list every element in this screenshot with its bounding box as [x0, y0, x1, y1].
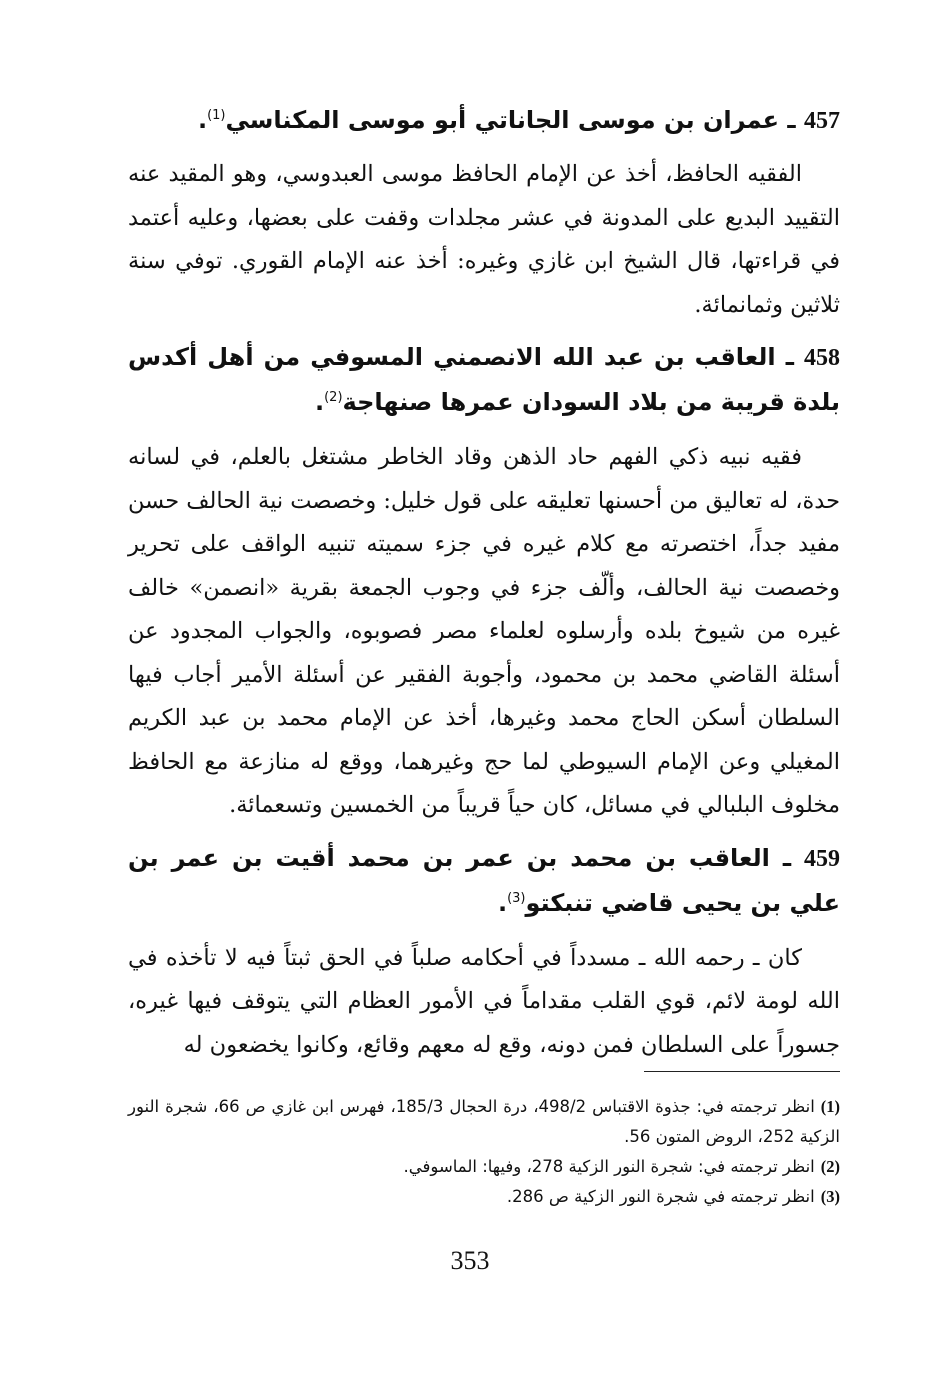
title-end: . [197, 106, 208, 134]
entry-title: ـ عمران بن موسى الجاناتي أبو موسى المكناسي [225, 106, 796, 134]
footnote-divider [644, 1071, 840, 1072]
footnote-item [128, 1152, 840, 1182]
entry-number: 459 [803, 845, 840, 872]
footnote-reference[interactable]: (1) [207, 108, 226, 123]
entry-number: 457 [804, 108, 840, 134]
footnote-reference[interactable]: (3) [507, 890, 526, 906]
entry-text-459: كان ـ رحمه الله ـ مسدداً في أحكامه صلباً في الحق ثبتاً فيه لا تأخذه في الله لومة لائم، قوي القلب مقداماً في الأمور العظام التي يتوقف فيها غيره، جسوراً على السلطان فمن دونه، وقع له معهم وقائع، وكانوا يخضعون له [128, 944, 840, 1058]
footnotes-section [128, 1092, 840, 1212]
title-end: . [497, 888, 508, 917]
entry-text-458: فقيه نبيه ذكي الفهم حاد الذهن وقاد الخاطر مشتغل بالعلم، في لسانه حدة، له تعاليق من أحسنها تعليقه على قول خليل: وخصصت نية الحالف حسن مفيد جداً، اختصرته مع كلام غيره في جزء سميته تنبيه الواقف على تحرير وخصصت نية الحالف، وألّف جزء في وجوب الجمعة بقرية «انصمن» خالف غيره من شيوخ بلده وأرسلوه لعلماء مصر فصوبوه، والجواب المجدود عن أسئلة القاضي محمد بن محمود، وأجوبة الفقير عن أسئلة الأمير أجاب فيها السلطان أسكن الحاج محمد وغيرها، أخذ عن الإمام محمد بن عبد الكريم المغيلي وعن الإمام السيوطي لما حج وغيرهما، ووقع له منازعة مع الحافظ مخلوف البلبالي في مسائل، كان حياً قريباً من الخمسين وتسعمائة. [128, 444, 841, 818]
page-body [128, 92, 840, 1067]
entry-heading-458 [128, 335, 840, 424]
footnote-text: انظر ترجمته في: شجرة النور الزكية 278، وفيها: الماسوفي. [403, 1157, 815, 1176]
entry-number: 458 [804, 345, 841, 371]
footnote-mark: (1) [820, 1097, 841, 1116]
footnote-item [128, 1182, 840, 1212]
entry-title: ـ العاقب بن محمد بن عمر بن محمد أقيت بن عمر بن علي بن يحيى قاضي تنبكتو [128, 843, 840, 917]
footnote-reference[interactable]: (2) [324, 390, 343, 405]
footnote-item [128, 1092, 840, 1152]
footnote-mark: (3) [820, 1187, 840, 1206]
entry-heading-457 [128, 98, 840, 143]
entry-heading-459 [128, 836, 840, 925]
footnote-text: انظر ترجمته في شجرة النور الزكية ص 286. [506, 1187, 815, 1206]
entry-title: ـ العاقب بن عبد الله الانصمني المسوفي من أهل أكدس بلدة قريبة من بلاد السودان عمرها صنهاجة [128, 343, 840, 416]
page-number: 353 [450, 1246, 490, 1275]
title-end: . [314, 388, 325, 416]
footnote-text: انظر ترجمته في: جذوة الاقتباس 498/2، درة الحجال 185/3، فهرس ابن غازي ص 66، شجرة النور الزكية 252، الروض المتون 56. [128, 1097, 840, 1146]
footnote-mark: (2) [820, 1157, 840, 1176]
entry-text-457: الفقيه الحافظ، أخذ عن الإمام الحافظ موسى العبدوسي، وهو المقيد عنه التقييد البديع على المدونة في عشر مجلدات وقفت على بعضها، وعليه أعتمد في قراءتها، قال الشيخ ابن غازي وغيره: أخذ عنه الإمام القوري. توفي سنة ثلاثين وثمانمائة. [128, 161, 840, 318]
